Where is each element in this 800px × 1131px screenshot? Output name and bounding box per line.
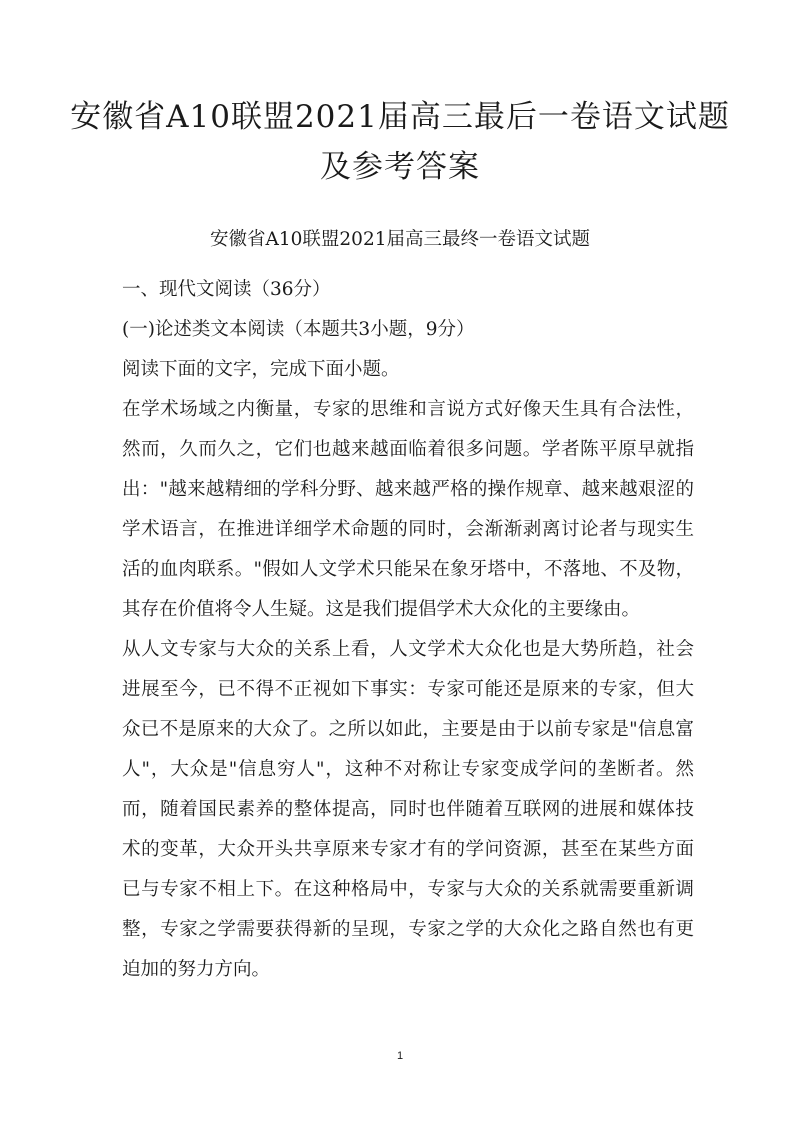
document-title: 安徽省A10联盟2021届高三最后一卷语文试题及参考答案 (70, 99, 730, 185)
section-heading: 一、现代文阅读（36分） (122, 279, 331, 300)
body-paragraph: 在学术场域之内衡量，专家的思维和言说方式好像天生具有合法性，然而，久而久之，它们也越来越面临着很多问题。学者陈平原早就指出："越来越精细的学科分野、越来越严格的操作规章、越来越艰涩的学术语言，在推进详细学术命题的同时，会渐渐剥离讨论者与现实生活的血肉联系。"假如人文学术只能呆在象牙塔中，不落地、不及物，其存在价值将令人生疑。这是我们提倡学术大众化的主要缘由。 (122, 399, 694, 620)
page-number: 1 (396, 1050, 404, 1062)
body-paragraph: 从人文专家与大众的关系上看，人文学术大众化也是大势所趋，社会进展至今，已不得不正视如下事实：专家可能还是原来的专家，但大众已不是原来的大众了。之所以如此，主要是由于以前专家是"信息富人"，大众是"信息穷人"，这种不对称让专家变成学问的垄断者。然而，随着国民素养的整体提高，同时也伴随着互联网的进展和媒体技术的变革，大众开头共享原来专家才有的学问资源，甚至在某些方面已与专家不相上下。在这种格局中，专家与大众的关系就需要重新调整，专家之学需要获得新的呈现，专家之学的大众化之路自然也有更迫加的努力方向。 (122, 639, 694, 980)
subsection-heading: (一)论述类文本阅读（本题共3小题，9分） (122, 319, 475, 340)
reading-instruction: 阅读下面的文字，完成下面小题。 (122, 359, 400, 380)
exam-subtitle: 安徽省A10联盟2021届高三最终一卷语文试题 (210, 229, 590, 250)
document-body (122, 270, 694, 990)
